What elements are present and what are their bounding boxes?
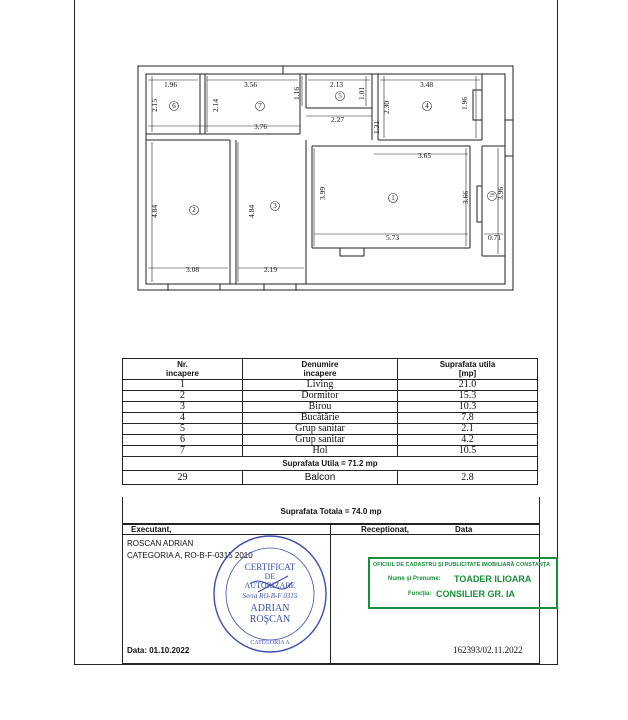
stamp-function-value: CONSILIER GR. IA xyxy=(436,589,516,599)
table-row xyxy=(123,435,538,446)
cell-name: Bucătărie xyxy=(243,413,398,424)
executant-name: ROSCAN ADRIAN xyxy=(127,539,194,548)
stamp-office: OFICIUL DE CADASTRU ŞI PUBLICITATE IMOBILIARĂ CONSTANŢA xyxy=(373,562,551,568)
dim-label: 3.99 xyxy=(318,186,327,200)
cell-area: 2.1 xyxy=(398,424,538,435)
receptionat-label: Receptionat, xyxy=(361,525,410,534)
dim-label: 5.73 xyxy=(386,233,400,242)
cell-name: Living xyxy=(243,380,398,391)
data-label: Data xyxy=(455,525,473,534)
cell-name: Grup sanitar xyxy=(243,424,398,435)
dim-label: 2.27 xyxy=(331,115,345,124)
cell-area: 4.2 xyxy=(398,435,538,446)
authorization-seal xyxy=(210,532,330,656)
executant-label: Executant, xyxy=(131,525,172,534)
dim-label: 3.65 xyxy=(418,151,432,160)
seal-line: CATEGORIA A xyxy=(250,640,290,646)
cell-area: 10.5 xyxy=(398,446,538,457)
suprafata-utila: Suprafata Utila = 71.2 mp xyxy=(123,457,538,471)
cell-nr: 1 xyxy=(123,380,243,391)
cell-name: Birou xyxy=(243,402,398,413)
floor-plan xyxy=(0,0,628,300)
room-number: 6 xyxy=(172,102,176,110)
dim-label: 3.08 xyxy=(186,265,200,274)
dim-label: 4.84 xyxy=(247,204,256,218)
seal-line: ADRIAN xyxy=(250,603,290,614)
cell-nr: 7 xyxy=(123,446,243,457)
room-number: 4 xyxy=(425,102,429,110)
suprafata-totala: Suprafata Totala = 74.0 mp xyxy=(122,497,540,524)
seal-line: CERTIFICAT xyxy=(244,562,296,572)
cell-nr: 2 xyxy=(123,391,243,402)
table-row xyxy=(123,446,538,457)
dim-label: 4.84 xyxy=(150,204,159,218)
cell-area: 15.3 xyxy=(398,391,538,402)
table-row xyxy=(123,402,538,413)
header-suprafata: Suprafata utila [mp] xyxy=(398,359,538,380)
executant-category: CATEGORIA A, RO-B-F-0315 2010 xyxy=(127,551,253,560)
room-number: 7 xyxy=(258,102,262,110)
table-row xyxy=(123,413,538,424)
dim-label: 2.30 xyxy=(382,100,391,114)
dim-label: 1.96 xyxy=(460,96,469,110)
dim-label: 1.01 xyxy=(357,86,366,100)
seal-line: AUTORIZARE xyxy=(244,581,296,590)
dim-label: 1.16 xyxy=(292,86,301,100)
cell-name: Dormitor xyxy=(243,391,398,402)
table-row xyxy=(123,391,538,402)
stamp-name-value: TOADER ILIOARA xyxy=(454,574,532,584)
floor-plan-drawing xyxy=(0,0,628,300)
cell-nr: 6 xyxy=(123,435,243,446)
room-number: 5 xyxy=(338,92,342,100)
outer-wall xyxy=(138,66,513,290)
rooms-table xyxy=(122,358,538,485)
cell-nr: 29 xyxy=(123,471,243,485)
cell-nr: 3 xyxy=(123,402,243,413)
executant-date: Data: 01.10.2022 xyxy=(127,646,190,655)
divider xyxy=(330,525,331,663)
seal-line: ROŞCAN xyxy=(249,614,291,625)
dim-label: 3.96 xyxy=(496,186,505,200)
cell-nr: 4 xyxy=(123,413,243,424)
dim-label: 3.66 xyxy=(461,190,470,204)
room-number: 2 xyxy=(192,206,196,214)
balcony-row xyxy=(123,471,538,485)
seal-line: DE xyxy=(264,572,276,581)
dim-label: 3.48 xyxy=(420,80,434,89)
cell-area: 21.0 xyxy=(398,380,538,391)
cell-area: 7.8 xyxy=(398,413,538,424)
dim-label: 0.71 xyxy=(488,233,502,242)
dim-label: 3.76 xyxy=(254,122,268,131)
dim-label: 2.13 xyxy=(330,80,344,89)
dim-label: 3.56 xyxy=(244,80,258,89)
stamp-function-label: Funcţia: xyxy=(408,591,432,597)
receipt-number: 162393/02.11.2022 xyxy=(453,645,523,655)
header-nr: Nr. incapere xyxy=(123,359,243,380)
suprafata-utila-row xyxy=(123,457,538,471)
dim-label: 1.96 xyxy=(164,80,178,89)
dim-label: 2.19 xyxy=(264,265,278,274)
room-number: 1 xyxy=(391,194,395,202)
dim-label: 2.15 xyxy=(150,98,159,112)
dim-label: 1.31 xyxy=(372,120,381,134)
header-denumire: Denumire incapere xyxy=(243,359,398,380)
cell-area: 10.3 xyxy=(398,402,538,413)
dim-label: 2.14 xyxy=(211,98,220,112)
seal-line: Seria RO-B-F 0315 xyxy=(242,592,298,600)
cell-name: Grup sanitar xyxy=(243,435,398,446)
table-header-row xyxy=(123,359,538,380)
cell-name: Balcon xyxy=(243,471,398,485)
table-row xyxy=(123,424,538,435)
cell-name: Hol xyxy=(243,446,398,457)
ocpi-stamp xyxy=(368,557,558,609)
table-row xyxy=(123,380,538,391)
cell-area: 2.8 xyxy=(398,471,538,485)
stamp-name-label: Nume şi Prenume: xyxy=(388,576,441,582)
room-number: 3 xyxy=(273,202,277,210)
room-number: 29 xyxy=(489,193,495,199)
divider xyxy=(123,534,539,535)
cell-nr: 5 xyxy=(123,424,243,435)
